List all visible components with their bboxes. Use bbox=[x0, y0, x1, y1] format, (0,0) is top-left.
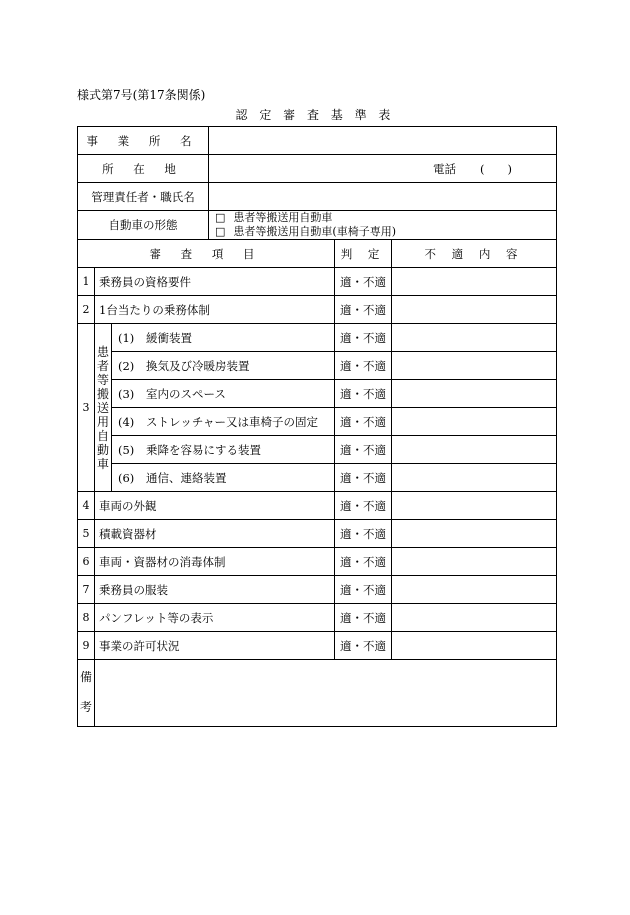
reason-cell[interactable] bbox=[392, 408, 557, 436]
reason-cell[interactable] bbox=[392, 324, 557, 352]
reason-cell[interactable] bbox=[392, 604, 557, 632]
judgment-cell[interactable]: 適・不適 bbox=[335, 604, 392, 632]
criteria-table bbox=[77, 126, 557, 727]
office-name-row bbox=[78, 127, 557, 155]
column-header-item: 審 査 項 目 bbox=[78, 240, 335, 268]
vehicle-option-label: 患者等搬送用自動車 bbox=[233, 211, 333, 224]
table-row bbox=[78, 464, 557, 492]
sub-item-label: (1) 緩衝装置 bbox=[112, 324, 335, 352]
address-field[interactable] bbox=[209, 155, 557, 183]
table-row bbox=[78, 632, 557, 660]
judgment-cell[interactable]: 適・不適 bbox=[335, 548, 392, 576]
column-header-row bbox=[78, 240, 557, 268]
office-name-field[interactable] bbox=[209, 127, 557, 155]
office-name-label: 事 業 所 名 bbox=[78, 127, 209, 155]
group-vertical-label: 患 者 等 搬 送 用 自 動 車 bbox=[95, 324, 112, 492]
address-row bbox=[78, 155, 557, 183]
remarks-label: 備 考 bbox=[78, 660, 95, 727]
item-number: 6 bbox=[78, 548, 95, 576]
vehicle-option-standard[interactable] bbox=[209, 211, 556, 225]
table-row bbox=[78, 604, 557, 632]
reason-cell[interactable] bbox=[392, 296, 557, 324]
table-row bbox=[78, 380, 557, 408]
reason-cell[interactable] bbox=[392, 548, 557, 576]
judgment-cell[interactable]: 適・不適 bbox=[335, 296, 392, 324]
item-label: パンフレット等の表示 bbox=[95, 604, 335, 632]
column-header-reason: 不 適 内 容 bbox=[392, 240, 557, 268]
table-row bbox=[78, 436, 557, 464]
manager-field[interactable] bbox=[209, 183, 557, 211]
item-label: 車両の外観 bbox=[95, 492, 335, 520]
item-label: 乗務員の資格要件 bbox=[95, 268, 335, 296]
item-label: 積載資器材 bbox=[95, 520, 335, 548]
phone-parens: ( ) bbox=[480, 161, 513, 176]
judgment-cell[interactable]: 適・不適 bbox=[335, 408, 392, 436]
judgment-cell[interactable]: 適・不適 bbox=[335, 632, 392, 660]
item-number: 3 bbox=[78, 324, 95, 492]
reason-cell[interactable] bbox=[392, 380, 557, 408]
table-row bbox=[78, 268, 557, 296]
table-row bbox=[78, 352, 557, 380]
manager-row bbox=[78, 183, 557, 211]
manager-label: 管理責任者・職氏名 bbox=[78, 183, 209, 211]
phone-label: 電話 bbox=[433, 161, 457, 176]
item-number: 2 bbox=[78, 296, 95, 324]
judgment-cell[interactable]: 適・不適 bbox=[335, 268, 392, 296]
judgment-cell[interactable]: 適・不適 bbox=[335, 436, 392, 464]
item-label: 1台当たりの乗務体制 bbox=[95, 296, 335, 324]
remarks-row bbox=[78, 660, 557, 727]
table-row bbox=[78, 492, 557, 520]
reason-cell[interactable] bbox=[392, 352, 557, 380]
judgment-cell[interactable]: 適・不適 bbox=[335, 520, 392, 548]
vehicle-type-options bbox=[209, 211, 557, 240]
item-number: 7 bbox=[78, 576, 95, 604]
judgment-cell[interactable]: 適・不適 bbox=[335, 352, 392, 380]
sub-item-label: (2) 換気及び冷暖房装置 bbox=[112, 352, 335, 380]
reason-cell[interactable] bbox=[392, 632, 557, 660]
judgment-cell[interactable]: 適・不適 bbox=[335, 464, 392, 492]
sub-item-label: (6) 通信、連絡装置 bbox=[112, 464, 335, 492]
judgment-cell[interactable]: 適・不適 bbox=[335, 380, 392, 408]
sub-item-label: (4) ストレッチャー又は車椅子の固定 bbox=[112, 408, 335, 436]
table-row bbox=[78, 548, 557, 576]
reason-cell[interactable] bbox=[392, 576, 557, 604]
checkbox-icon[interactable]: □ bbox=[215, 211, 226, 224]
vehicle-type-row bbox=[78, 211, 557, 240]
form-number: 様式第7号(第17条関係) bbox=[77, 88, 206, 102]
document-title: 認 定 審 査 基 準 表 bbox=[235, 108, 395, 122]
table-row bbox=[78, 296, 557, 324]
column-header-judgment: 判 定 bbox=[335, 240, 392, 268]
reason-cell[interactable] bbox=[392, 464, 557, 492]
address-label: 所 在 地 bbox=[78, 155, 209, 183]
vehicle-option-wheelchair[interactable] bbox=[209, 225, 556, 239]
sub-item-label: (3) 室内のスペース bbox=[112, 380, 335, 408]
item-number: 1 bbox=[78, 268, 95, 296]
item-number: 8 bbox=[78, 604, 95, 632]
reason-cell[interactable] bbox=[392, 268, 557, 296]
vehicle-option-label: 患者等搬送用自動車(車椅子専用) bbox=[233, 225, 397, 238]
table-row bbox=[78, 408, 557, 436]
item-label: 乗務員の服装 bbox=[95, 576, 335, 604]
reason-cell[interactable] bbox=[392, 492, 557, 520]
vehicle-type-label: 自動車の形態 bbox=[78, 211, 209, 240]
item-label: 車両・資器材の消毒体制 bbox=[95, 548, 335, 576]
item-number: 4 bbox=[78, 492, 95, 520]
reason-cell[interactable] bbox=[392, 436, 557, 464]
item-number: 9 bbox=[78, 632, 95, 660]
judgment-cell[interactable]: 適・不適 bbox=[335, 576, 392, 604]
item-label: 事業の許可状況 bbox=[95, 632, 335, 660]
remarks-field[interactable] bbox=[95, 660, 557, 727]
table-row bbox=[78, 576, 557, 604]
judgment-cell[interactable]: 適・不適 bbox=[335, 492, 392, 520]
checkbox-icon[interactable]: □ bbox=[215, 225, 226, 238]
sub-item-label: (5) 乗降を容易にする装置 bbox=[112, 436, 335, 464]
reason-cell[interactable] bbox=[392, 520, 557, 548]
table-row bbox=[78, 520, 557, 548]
item-number: 5 bbox=[78, 520, 95, 548]
table-row bbox=[78, 324, 557, 352]
judgment-cell[interactable]: 適・不適 bbox=[335, 324, 392, 352]
